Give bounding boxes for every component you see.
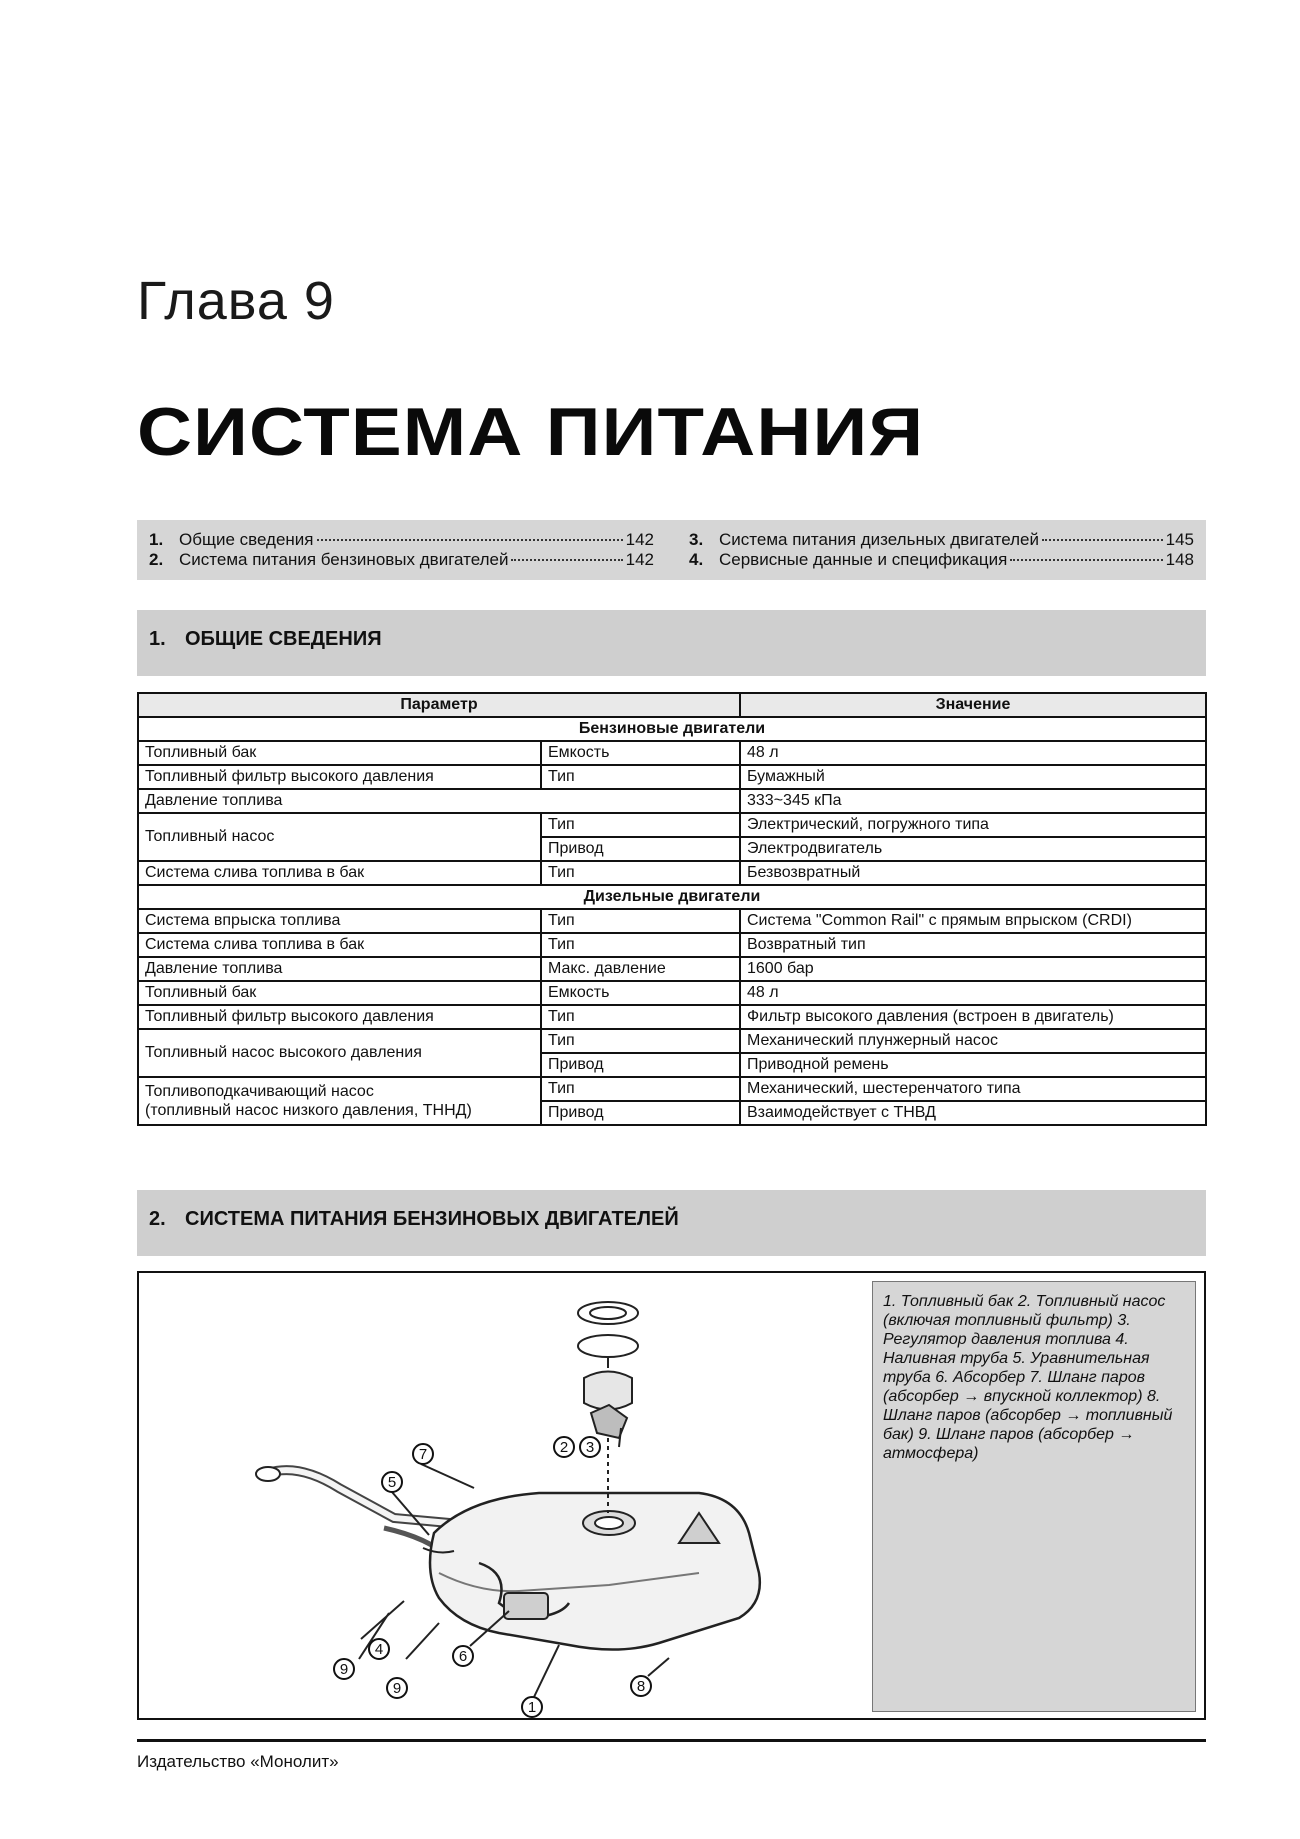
cell-parameter: Система слива топлива в бак <box>138 933 541 957</box>
fuel-tank-diagram <box>139 1273 869 1718</box>
filler-neck <box>256 1467 280 1481</box>
toc-item <box>149 550 654 570</box>
toc-leader-dots <box>1042 539 1163 541</box>
table-row <box>138 981 1206 1005</box>
cell-subparameter: Тип <box>541 1029 740 1053</box>
cell-subparameter: Тип <box>541 765 740 789</box>
pressure-regulator <box>591 1405 627 1438</box>
toc-item <box>149 530 654 550</box>
cell-subparameter: Тип <box>541 813 740 837</box>
table-row <box>138 789 1206 813</box>
cell-value: Механический, шестеренчатого типа <box>740 1077 1206 1101</box>
toc-item-page: 142 <box>625 550 654 569</box>
toc-leader-dots <box>511 559 622 561</box>
cell-subparameter: Привод <box>541 1053 740 1077</box>
header-parameter: Параметр <box>138 693 740 717</box>
toc-item-title: Система питания дизельных двигателей <box>719 530 1039 549</box>
toc-item-title: Система питания бензиновых двигателей <box>179 550 509 569</box>
cell-subparameter: Емкость <box>541 741 740 765</box>
cell-subparameter: Тип <box>541 861 740 885</box>
table-row <box>138 861 1206 885</box>
toc-item-number: 4. <box>689 550 704 569</box>
cell-value: Механический плунжерный насос <box>740 1029 1206 1053</box>
cell-subparameter: Емкость <box>541 981 740 1005</box>
cell-parameter: Давление топлива <box>138 789 740 813</box>
cell-value: Безвозвратный <box>740 861 1206 885</box>
figure-caption: 1. Топливный бак 2. Топливный насос (включая топливный фильтр) 3. Регулятор давления топлива 4. Наливная труба 5. Уравнительная труба 6. Абсорбер 7. Шланг паров (абсорбер → впускной коллектор) 8. Шланг паров (абсорбер → топливный бак) 9. Шланг паров (абсорбер → атмосфера) <box>872 1281 1196 1712</box>
svg-text:9: 9 <box>392 1680 402 1697</box>
svg-text:6: 6 <box>458 1648 468 1665</box>
specifications-table <box>137 692 1207 1126</box>
leader-line <box>406 1623 439 1659</box>
cell-value: 48 л <box>740 981 1206 1005</box>
callout-9a <box>334 1659 354 1679</box>
table-group-row <box>138 885 1206 909</box>
table-group-row <box>138 717 1206 741</box>
toc-item-page: 148 <box>1165 550 1194 569</box>
svg-text:7: 7 <box>418 1446 428 1463</box>
cell-subparameter: Тип <box>541 909 740 933</box>
cell-subparameter: Привод <box>541 1101 740 1125</box>
callout-5 <box>382 1472 402 1492</box>
section-number: 1. <box>149 628 166 650</box>
cell-value: Электродвигатель <box>740 837 1206 861</box>
toc-leader-dots <box>1010 559 1162 561</box>
section-title: ОБЩИЕ СВЕДЕНИЯ <box>185 628 382 650</box>
table-row <box>138 813 1206 837</box>
toc-item-page: 142 <box>625 530 654 549</box>
tank-pump-opening <box>595 1517 623 1529</box>
cell-value: 1600 бар <box>740 957 1206 981</box>
toc-column-right <box>689 530 1194 570</box>
chapter-label: Глава 9 <box>137 271 335 331</box>
fuel-system-figure <box>137 1271 1206 1720</box>
toc-item-number: 1. <box>149 530 164 549</box>
table-row <box>138 1029 1206 1053</box>
leader-line <box>421 1464 474 1488</box>
callout-6 <box>453 1646 473 1666</box>
cell-value: Бумажный <box>740 765 1206 789</box>
svg-text:3: 3 <box>585 1439 595 1456</box>
footer-divider <box>137 1739 1206 1742</box>
cell-value: Возвратный тип <box>740 933 1206 957</box>
cell-value: Приводной ремень <box>740 1053 1206 1077</box>
cell-parameter: Топливный бак <box>138 981 541 1005</box>
pump-seal-ring <box>578 1335 638 1357</box>
cell-value: Фильтр высокого давления (встроен в двигатель) <box>740 1005 1206 1029</box>
callout-2 <box>554 1437 574 1457</box>
table-of-contents <box>137 520 1206 580</box>
cell-parameter: Топливный фильтр высокого давления <box>138 1005 541 1029</box>
toc-item <box>689 530 1194 550</box>
callout-3 <box>580 1437 600 1457</box>
cell-value: 48 л <box>740 741 1206 765</box>
toc-item-title: Общие сведения <box>179 530 314 549</box>
section-heading-petrol-fuel-system <box>137 1190 1206 1256</box>
svg-text:2: 2 <box>559 1439 569 1456</box>
toc-item-title: Сервисные данные и спецификация <box>719 550 1008 569</box>
table-row <box>138 957 1206 981</box>
svg-text:9: 9 <box>339 1661 349 1678</box>
table-row <box>138 933 1206 957</box>
callout-8 <box>631 1676 651 1696</box>
toc-item-number: 2. <box>149 550 164 569</box>
table-row <box>138 1077 1206 1101</box>
cell-subparameter: Макс. давление <box>541 957 740 981</box>
callout-7 <box>413 1444 433 1464</box>
callout-1 <box>522 1697 542 1717</box>
cell-value: 333~345 кПа <box>740 789 1206 813</box>
toc-column-left <box>149 530 654 570</box>
svg-text:4: 4 <box>374 1641 384 1658</box>
cell-parameter: Топливный насос высокого давления <box>138 1029 541 1077</box>
canister <box>504 1593 548 1619</box>
toc-item-page: 145 <box>1165 530 1194 549</box>
leader-line <box>534 1645 559 1697</box>
cell-parameter: Давление топлива <box>138 957 541 981</box>
section-heading-general <box>137 610 1206 676</box>
cell-parameter: Топливный насос <box>138 813 541 861</box>
leader-line <box>648 1658 669 1676</box>
cell-value: Система "Common Rail" с прямым впрыском (CRDI) <box>740 909 1206 933</box>
cell-parameter: Топливный бак <box>138 741 541 765</box>
cell-value: Электрический, погружного типа <box>740 813 1206 837</box>
cell-parameter: Система слива топлива в бак <box>138 861 541 885</box>
cell-parameter: Топливный фильтр высокого давления <box>138 765 541 789</box>
cell-parameter-line: Топливоподкачивающий насос <box>145 1083 374 1100</box>
chapter-title: СИСТЕМА ПИТАНИЯ <box>137 394 925 470</box>
cell-value: Взаимодействует с ТНВД <box>740 1101 1206 1125</box>
cell-parameter: Система впрыска топлива <box>138 909 541 933</box>
cell-subparameter: Тип <box>541 1077 740 1101</box>
table-row <box>138 741 1206 765</box>
section-number: 2. <box>149 1208 166 1230</box>
callout-4 <box>369 1639 389 1659</box>
callout-9b <box>387 1678 407 1698</box>
group-petrol-engines: Бензиновые двигатели <box>138 717 1206 741</box>
cell-subparameter: Тип <box>541 933 740 957</box>
group-diesel-engines: Дизельные двигатели <box>138 885 1206 909</box>
cell-parameter-line: (топливный насос низкого давления, ТННД) <box>145 1102 472 1119</box>
toc-item-number: 3. <box>689 530 704 549</box>
publisher-name: Издательство «Монолит» <box>137 1752 339 1771</box>
leader-line <box>361 1601 404 1639</box>
cell-parameter <box>138 1077 541 1125</box>
table-row <box>138 765 1206 789</box>
svg-text:1: 1 <box>527 1699 537 1716</box>
pump-cover-ring-inner <box>590 1307 626 1319</box>
toc-leader-dots <box>317 539 623 541</box>
table-header-row <box>138 693 1206 717</box>
svg-text:5: 5 <box>387 1474 397 1491</box>
fuel-pump-module <box>584 1372 632 1410</box>
toc-item <box>689 550 1194 570</box>
table-row <box>138 1005 1206 1029</box>
cell-subparameter: Тип <box>541 1005 740 1029</box>
cell-subparameter: Привод <box>541 837 740 861</box>
header-value: Значение <box>740 693 1206 717</box>
section-title: СИСТЕМА ПИТАНИЯ БЕНЗИНОВЫХ ДВИГАТЕЛЕЙ <box>185 1208 679 1230</box>
pump-cover-ring <box>578 1302 638 1324</box>
table-row <box>138 909 1206 933</box>
svg-text:8: 8 <box>636 1678 646 1695</box>
